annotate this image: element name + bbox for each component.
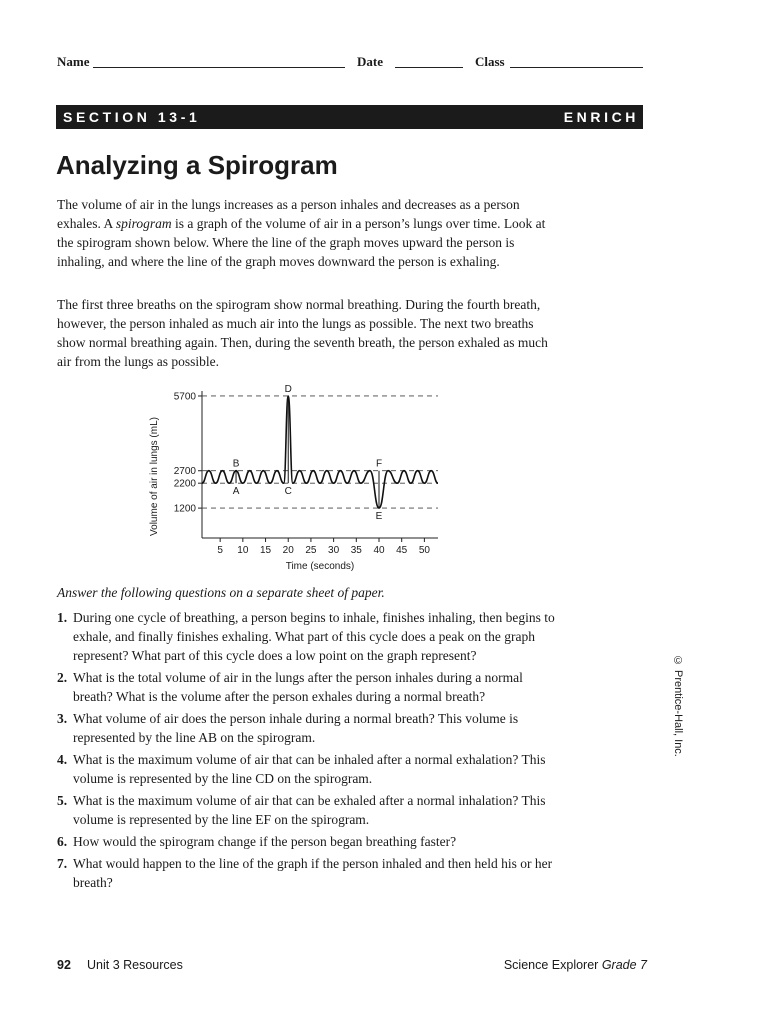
intro-paragraph-1 — [57, 195, 557, 271]
question-item — [57, 608, 557, 665]
page-number: 92 — [57, 958, 71, 972]
worksheet-header — [57, 54, 647, 74]
x-tick-label: 5 — [217, 545, 223, 556]
question-list — [57, 608, 557, 895]
intro-paragraph-2: The first three breaths on the spirogram show normal breathing. During the fourth breath, however, the person inhaled as much air into the lungs as possible. The next two breaths show normal breathing again. Then, during the seventh breath, the person exhaled as much air from the lungs as possible. — [57, 297, 548, 369]
grade-label: Grade 7 — [601, 958, 647, 972]
y-tick-label: 2700 — [173, 466, 196, 478]
question-item — [57, 750, 557, 788]
date-label: Date — [357, 54, 383, 69]
question-number: 4. — [57, 752, 68, 767]
x-tick-label: 15 — [259, 545, 272, 556]
point-label-b: B — [232, 458, 240, 470]
question-item — [57, 709, 557, 747]
name-field-line — [93, 67, 345, 68]
copyright-notice: © Prentice-Hall, Inc. — [672, 655, 684, 757]
point-label-d: D — [284, 383, 292, 395]
x-tick-label: 10 — [237, 545, 249, 556]
point-label-c: C — [284, 486, 292, 498]
section-band — [56, 105, 643, 129]
unit-label: Unit 3 Resources — [87, 958, 183, 972]
intro-text-b: is a graph of the volume of air in a person’s lungs over time. Look at the spirogram shown below. Where the line of the graph moves upward the person is inhaling, and where the line of the graph moves downward the person is exhaling. — [57, 216, 546, 269]
class-label: Class — [475, 54, 505, 69]
question-number: 2. — [57, 670, 68, 685]
x-tick-label: 40 — [373, 545, 385, 556]
question-item — [57, 791, 557, 829]
question-item — [57, 832, 557, 851]
question-number: 6. — [57, 834, 68, 849]
point-label-f: F — [375, 458, 383, 470]
intro-text-a: The volume of air in the lungs increases as a person inhales and decreases as a person exhales. A — [57, 197, 520, 231]
y-tick-label: 5700 — [173, 391, 196, 403]
x-tick-label: 50 — [418, 545, 430, 556]
point-label-e: E — [375, 511, 383, 523]
x-tick-label: 20 — [282, 545, 294, 556]
class-field-line — [510, 67, 643, 68]
book-title — [504, 958, 647, 972]
question-number: 5. — [57, 793, 68, 808]
spirogram-term: spirogram — [115, 216, 172, 231]
question-item — [57, 854, 557, 892]
name-label: Name — [57, 54, 90, 69]
enrich-label: ENRICH — [563, 109, 639, 125]
x-tick-label: 25 — [305, 545, 317, 556]
y-tick-label: 2200 — [173, 478, 196, 490]
page-footer — [57, 958, 647, 976]
y-tick-label: 1200 — [173, 503, 196, 515]
point-label-a: A — [232, 486, 240, 498]
page-title: Analyzing a Spirogram — [56, 150, 338, 180]
y-axis-label: Volume of air in lungs (mL) — [149, 417, 160, 536]
book-name: Science Explorer — [503, 958, 599, 972]
question-text: What is the maximum volume of air that can be exhaled after a normal inhalation? This volume is represented by the line EF on the spirogram. — [73, 793, 546, 827]
question-text: How would the spirogram change if the person began breathing faster? — [73, 834, 457, 849]
x-axis-label: Time (seconds) — [285, 561, 355, 572]
question-number: 1. — [57, 610, 68, 625]
question-item — [57, 668, 557, 706]
question-number: 3. — [57, 711, 68, 726]
date-field-line — [395, 67, 463, 68]
spirogram-chart — [140, 383, 450, 578]
question-text: During one cycle of breathing, a person begins to inhale, finishes inhaling, then begins to exhale, and finally finishes exhaling. What part of this cycle does a peak on the graph represent? What part of this cycle does a low point on the graph represent? — [73, 610, 555, 663]
x-tick-label: 35 — [350, 545, 362, 556]
question-text: What is the maximum volume of air that can be inhaled after a normal exhalation? This volume is represented by the line CD on the spirogram. — [73, 752, 546, 786]
instruction-text: Answer the following questions on a separate sheet of paper. — [57, 585, 385, 600]
question-text: What volume of air does the person inhale during a normal breath? This volume is represented by the line AB on the spirogram. — [73, 711, 519, 745]
question-text: What would happen to the line of the graph if the person inhaled and then held his or her breath? — [73, 856, 553, 890]
question-number: 7. — [57, 856, 68, 871]
x-tick-label: 30 — [328, 545, 340, 556]
x-tick-label: 45 — [396, 545, 408, 556]
section-label: SECTION 13-1 — [63, 109, 201, 125]
question-text: What is the total volume of air in the lungs after the person inhales during a normal breath? What is the volume after the person exhales during a normal breath? — [73, 670, 523, 704]
